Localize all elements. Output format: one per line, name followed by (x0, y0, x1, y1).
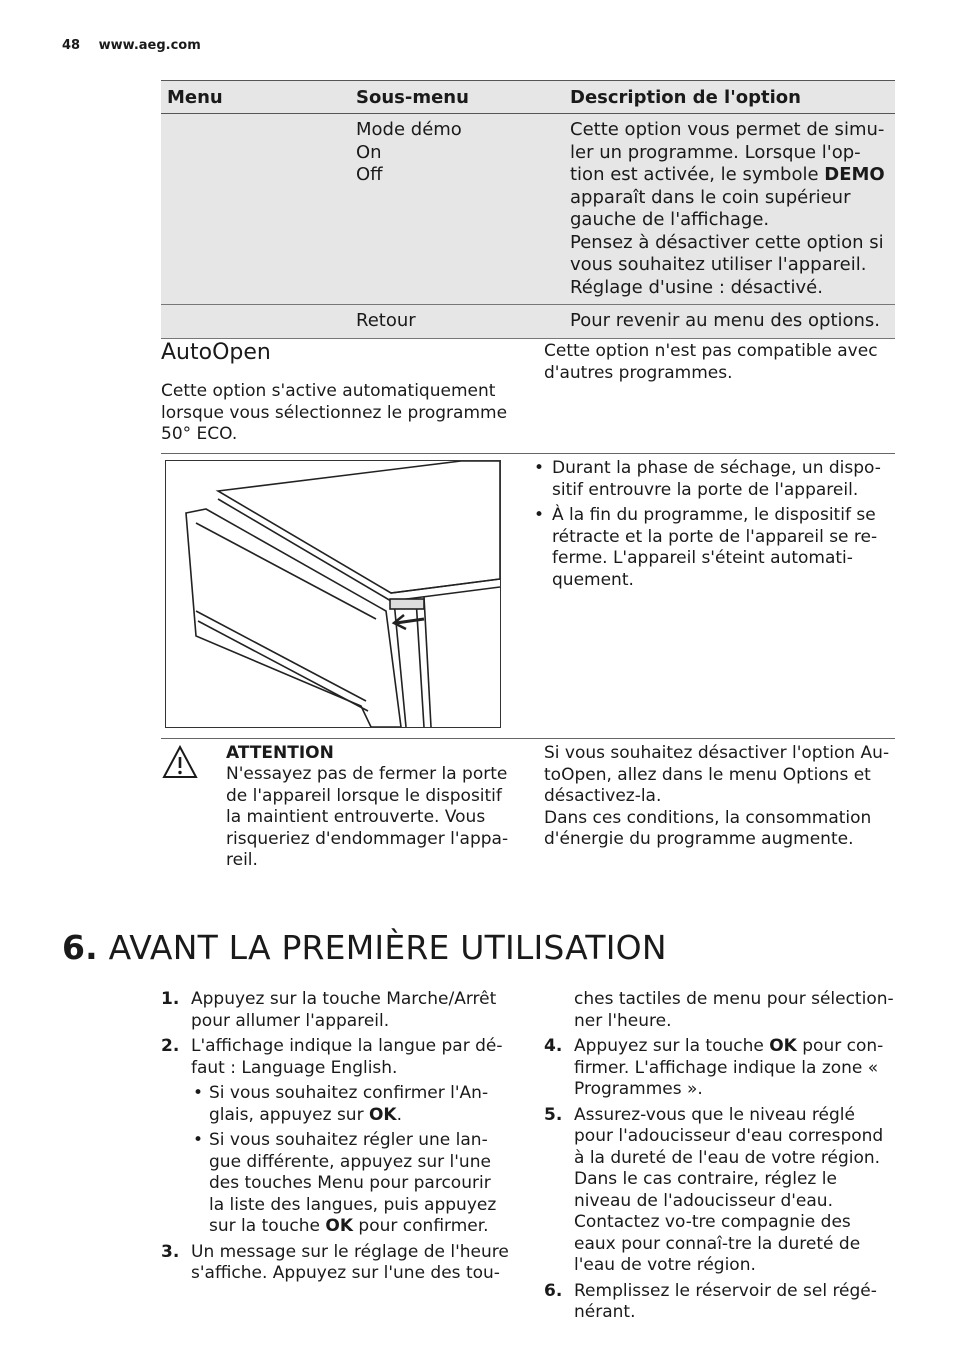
submenu-line: Off (356, 164, 383, 185)
step-number: 1. (161, 989, 180, 1009)
page-header (62, 38, 215, 53)
divider (161, 738, 895, 739)
step-text: pour con-firmer. L'affichage indique la zone « Programmes ». (574, 1036, 884, 1099)
page-number: 48 (62, 38, 81, 53)
column-header-menu: Menu (161, 81, 350, 114)
demo-symbol: DEMO (824, 164, 885, 185)
consumption-note: Dans ces conditions, la consommation d'énergie du programme augmente. (544, 807, 872, 849)
column-header-description: Description de l'option (564, 81, 895, 114)
step-text: Appuyez sur la touche (574, 1036, 770, 1056)
cell-description: Pour revenir au menu des options. (564, 305, 895, 339)
list-item: • Durant la phase de séchage, un dispo-sitif entrouvre la porte de l'appareil. (530, 458, 890, 501)
warning-triangle-icon (162, 745, 198, 779)
list-item (161, 1242, 511, 1285)
list-item (161, 1036, 511, 1079)
sub-list-item (191, 1083, 511, 1126)
step-text: Un message sur le réglage de l'heure s'affiche. Appuyez sur l'une des tou- (191, 1241, 509, 1283)
list-item (544, 1036, 896, 1101)
sub-list-item (191, 1130, 511, 1238)
disable-instructions: Si vous souhaitez désactiver l'option Au-toOpen, allez dans le menu Options et désactivez-la. (544, 743, 890, 806)
ok-key: OK (368, 1104, 397, 1125)
list-item (161, 989, 511, 1032)
section-number: 6. (62, 928, 98, 967)
table-row (161, 114, 895, 305)
cell-submenu (350, 114, 564, 305)
steps-column-right (544, 989, 896, 1328)
step-number: 2. (161, 1036, 180, 1056)
step-number: 5. (544, 1104, 563, 1125)
desc-line: ler un programme. Lorsque l'op- (570, 141, 861, 163)
desc-line: gauche de l'affichage. (570, 209, 770, 230)
cell-menu (161, 305, 350, 339)
step-number: 4. (544, 1036, 563, 1056)
step-text: L'affichage indique la langue par dé-faut : Language English. (191, 1036, 503, 1078)
table-header-row (161, 81, 895, 114)
step-text: Remplissez le réservoir de sel régé-nérant. (574, 1280, 877, 1322)
ok-key: OK (769, 1036, 797, 1056)
divider (161, 453, 895, 454)
autoopen-heading: AutoOpen (161, 340, 271, 365)
cell-description (564, 114, 895, 305)
sub-text: Si vous souhaitez régler une lan-gue différente, appuyez sur l'une des touches Menu pour parcourir la liste des langues, puis appuyez sur la touche (209, 1130, 497, 1236)
cell-submenu: Retour (350, 305, 564, 339)
step-text: Assurez-vous que le niveau réglé pour l'adoucisseur d'eau correspond à la dureté de l'eau de votre région. Dans le cas contraire, réglez le niveau de l'adoucisseur d'eau. Contactez vo-tre compagnie des eaux pour connaî-tre la dureté de l'eau de votre région. (574, 1104, 884, 1275)
desc-line: Réglage d'usine : désactivé. (570, 276, 823, 298)
desc-line: apparaît dans le coin supérieur (570, 186, 851, 208)
step-number: 3. (161, 1241, 180, 1262)
autoopen-text: Cette option s'active automatiquement lorsque vous sélectionnez le programme 50° ECO. (161, 381, 508, 444)
warning-text: N'essayez pas de fermer la porte de l'appareil lorsque le dispositif la maintient entrouverte. Vous risqueriez d'endommager l'appa-reil. (226, 764, 509, 870)
desc-line (570, 164, 889, 187)
autoopen-illustration (165, 460, 501, 728)
options-table (161, 80, 895, 339)
submenu-line: On (356, 141, 382, 163)
desc-text: tion est activée, le symbole (570, 164, 825, 185)
submenu-line: Mode démo (356, 119, 462, 140)
desc-line: Pensez à désactiver cette option si (570, 231, 884, 253)
sub-text: Si vous souhaitez confirmer l'An-glais, appuyez sur (209, 1083, 489, 1125)
warning-title: ATTENTION (226, 743, 334, 763)
step-text: Appuyez sur la touche Marche/Arrêt pour allumer l'appareil. (191, 989, 497, 1031)
warning-right-text (544, 743, 894, 851)
desc-line: vous souhaitez utiliser l'appareil. (570, 254, 867, 275)
ok-key: OK (325, 1216, 354, 1236)
website-url: www.aeg.com (98, 38, 201, 53)
step-number: 6. (544, 1280, 563, 1301)
cell-menu (161, 114, 350, 305)
autoopen-bullets (530, 458, 890, 595)
table-row (161, 305, 895, 339)
list-item: • À la fin du programme, le dispositif se rétracte et la porte de l'appareil se re-ferme. L'appareil s'éteint automati-quement. (530, 505, 890, 591)
section-heading: AVANT LA PREMIÈRE UTILISATION (108, 928, 667, 967)
sub-text: . (396, 1104, 402, 1125)
column-header-submenu: Sous-menu (350, 81, 564, 114)
sub-text: pour confirmer. (353, 1216, 489, 1236)
section-title (62, 928, 667, 967)
steps-column-left (161, 989, 511, 1289)
list-item (544, 1281, 896, 1324)
desc-line: Cette option vous permet de simu- (570, 119, 885, 140)
autoopen-note: Cette option n'est pas compatible avec d'autres programmes. (544, 341, 878, 383)
step-continuation: ches tactiles de menu pour sélection-ner l'heure. (574, 989, 894, 1031)
list-item (544, 1105, 896, 1277)
